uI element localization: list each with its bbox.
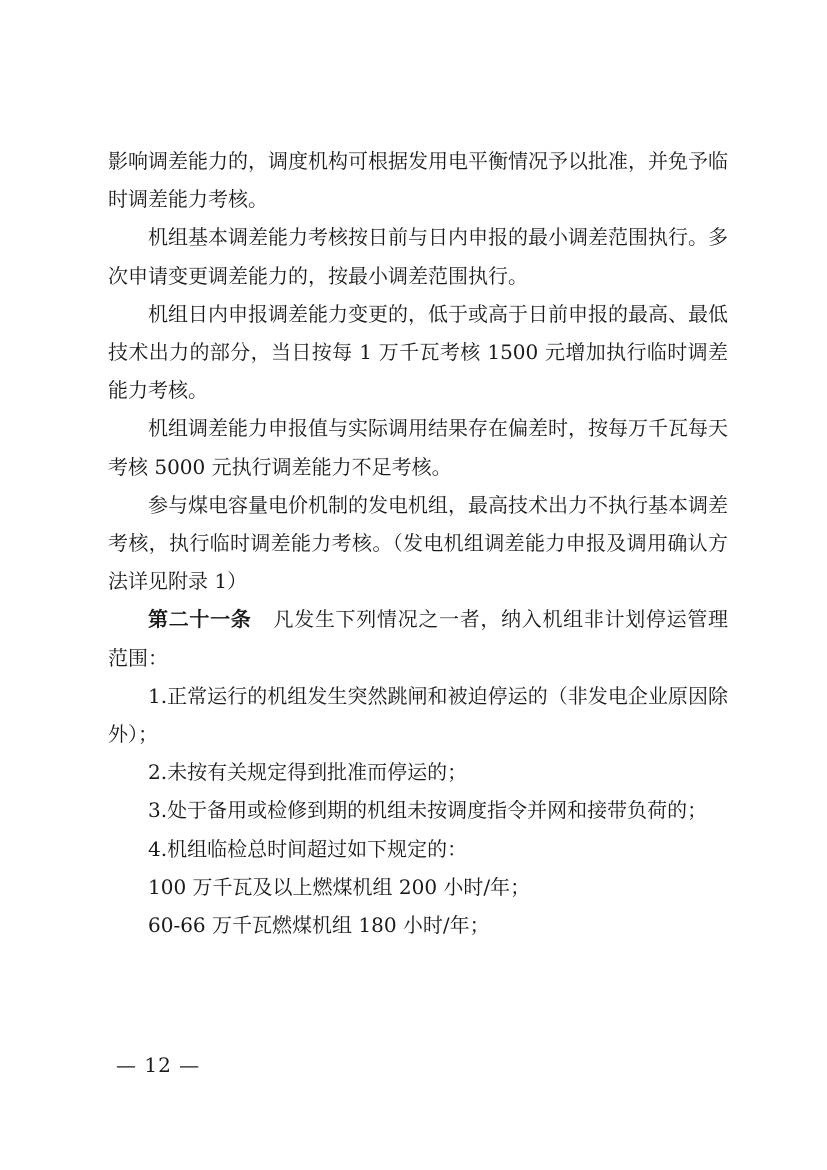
page-number: — 12 — [116,1053,201,1077]
article-21 [108,600,728,676]
body-text [108,142,728,944]
article-text: 凡发生下列情况之一者，纳入机组非计划停运管理范围： [108,607,729,670]
list-item: 1.正常运行的机组发生突然跳闸和被迫停运的（非发电企业原因除外）； [108,683,728,747]
paragraph-basic-assessment: 机组基本调差能力考核按日前与日内申报的最小调差范围执行。多次申请变更调差能力的，按最小调差范围执行。 [108,225,728,288]
list-item: 100 万千瓦及以上燃煤机组 200 小时/年； [148,874,531,899]
paragraph-intraday-change: 机组日内申报调差能力变更的，低于或高于日前申报的最高、最低技术出力的部分，当日按每 1 万千瓦考核 1500 元增加执行临时调差能力考核。 [108,301,728,403]
list-item: 60-66 万千瓦燃煤机组 180 小时/年； [148,913,490,938]
paragraph-capacity-price: 参与煤电容量电价机制的发电机组，最高技术出力不执行基本调差考核，执行临时调差能力考核。（发电机组调差能力申报及调用确认方法详见附录 1） [108,492,728,594]
paragraph-continuation: 影响调差能力的，调度机构可根据发用电平衡情况予以批准，并免予临时调差能力考核。 [108,149,728,212]
list-item: 4.机组临检总时间超过如下规定的： [148,836,468,861]
list-item: 3.处于备用或检修到期的机组未按调度指令并网和接带负荷的； [148,798,708,823]
paragraph-deviation-assessment: 机组调差能力申报值与实际调用结果存在偏差时，按每万千瓦每天考核 5000 元执行调差能力不足考核。 [108,416,728,479]
list-item: 2.未按有关规定得到批准而停运的； [148,760,468,785]
article-heading: 第二十一条 [148,607,252,632]
